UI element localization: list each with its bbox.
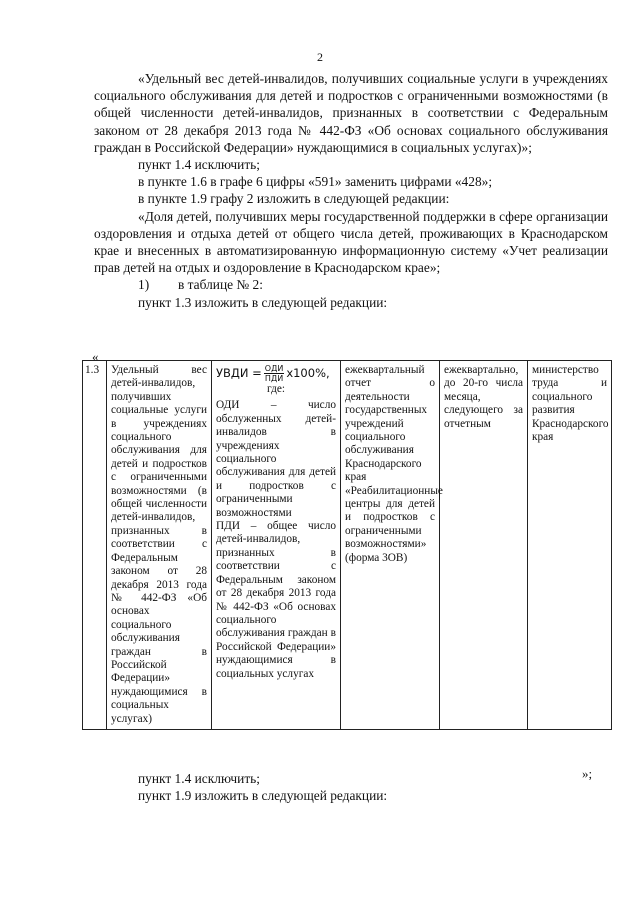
responsible-cell: министерство труда и социального развития Краснодарского края: [528, 361, 612, 730]
paragraph: пункт 1.4 исключить;: [138, 157, 261, 173]
formula-cell: [212, 361, 341, 730]
deadline-cell: ежеквартально, до 20-го числа месяца, следующего за отчетным: [440, 361, 528, 730]
table-row: [83, 361, 612, 730]
formula-odi-definition: ОДИ – число обслуженных детей-инвалидов в учреждениях социального обслуживания для детей и подростков с ограниченными возможностями: [216, 399, 336, 519]
body-text-bottom: [94, 770, 608, 804]
indicator-table: [82, 360, 612, 730]
formula-denominator: ПДИ: [264, 374, 284, 383]
row-number: 1.3: [83, 361, 107, 730]
formula-fraction: [264, 364, 285, 383]
formula-pdi-definition: ПДИ – общее число детей-инвалидов, признанных в соответствии с Федеральным законом от 28 декабря 2013 года № 442-ФЗ «Об основах социального обслуживания граждан в Российской Федерации» нуждающимися в социальных услугах: [216, 520, 336, 680]
formula-where: где:: [267, 383, 285, 395]
formula-rhs: x100%,: [286, 366, 330, 380]
paragraph: пункт 1.9 изложить в следующей редакции:: [138, 788, 388, 804]
page-number: 2: [317, 50, 323, 64]
list-item: [94, 276, 608, 293]
opening-quote: «: [92, 349, 99, 364]
paragraph: пункт 1.3 изложить в следующей редакции:: [138, 294, 388, 310]
list-text: в таблице № 2:: [178, 277, 263, 293]
indicator-name-cell: Удельный вес детей-инвалидов, получивших социальные услуги в учреждениях социального обслуживания для детей и подростков с ограниченными возможностями (в общей численности детей-инвалидов, признанных в соответствии с Федеральным законом от 28 декабря 2013 года № 442-ФЗ «Об основах социального обслуживания граждан в Российской Федерации» нуждающимися в социальных услугах): [107, 361, 212, 730]
paragraph: «Удельный вес детей-инвалидов, получивших социальные услуги в учреждениях социального обслуживания для детей и подростков с ограниченными возможностями (в общей численности детей-инвалидов, признанных в соответствии с Федеральным законом от 28 декабря 2013 года № 442-ФЗ «Об основах социального обслуживания граждан в Российской Федерации» нуждающимися в социальных услугах)»;: [94, 71, 608, 155]
paragraph: в пункте 1.6 в графе 6 цифры «591» заменить цифрами «428»;: [138, 174, 493, 190]
paragraph: в пункте 1.9 графу 2 изложить в следующей редакции:: [138, 191, 450, 207]
formula: [216, 364, 336, 383]
formula-numerator: ОДИ: [264, 364, 284, 373]
body-text-top: [94, 70, 608, 311]
paragraph: «Доля детей, получивших меры государственной поддержки в сфере организации оздоровления и отдыха детей от общего числа детей, проживающих в Краснодарском крае и внесенных в автоматизированную информационную систему «Учет реализации прав детей на отдых и оздоровление в Краснодарском крае»;: [94, 208, 608, 276]
list-number: 1): [138, 277, 150, 293]
paragraph: пункт 1.4 исключить;: [138, 771, 261, 786]
formula-lhs: УВДИ =: [216, 366, 262, 380]
source-cell: ежеквартальный отчет о деятельности государственных учреждений социального обслуживания Краснодарского края «Реабилитационные центры для детей и подростков с ограниченными возможностями» (форма 3ОВ): [341, 361, 440, 730]
closing-quote: »;: [582, 766, 593, 781]
